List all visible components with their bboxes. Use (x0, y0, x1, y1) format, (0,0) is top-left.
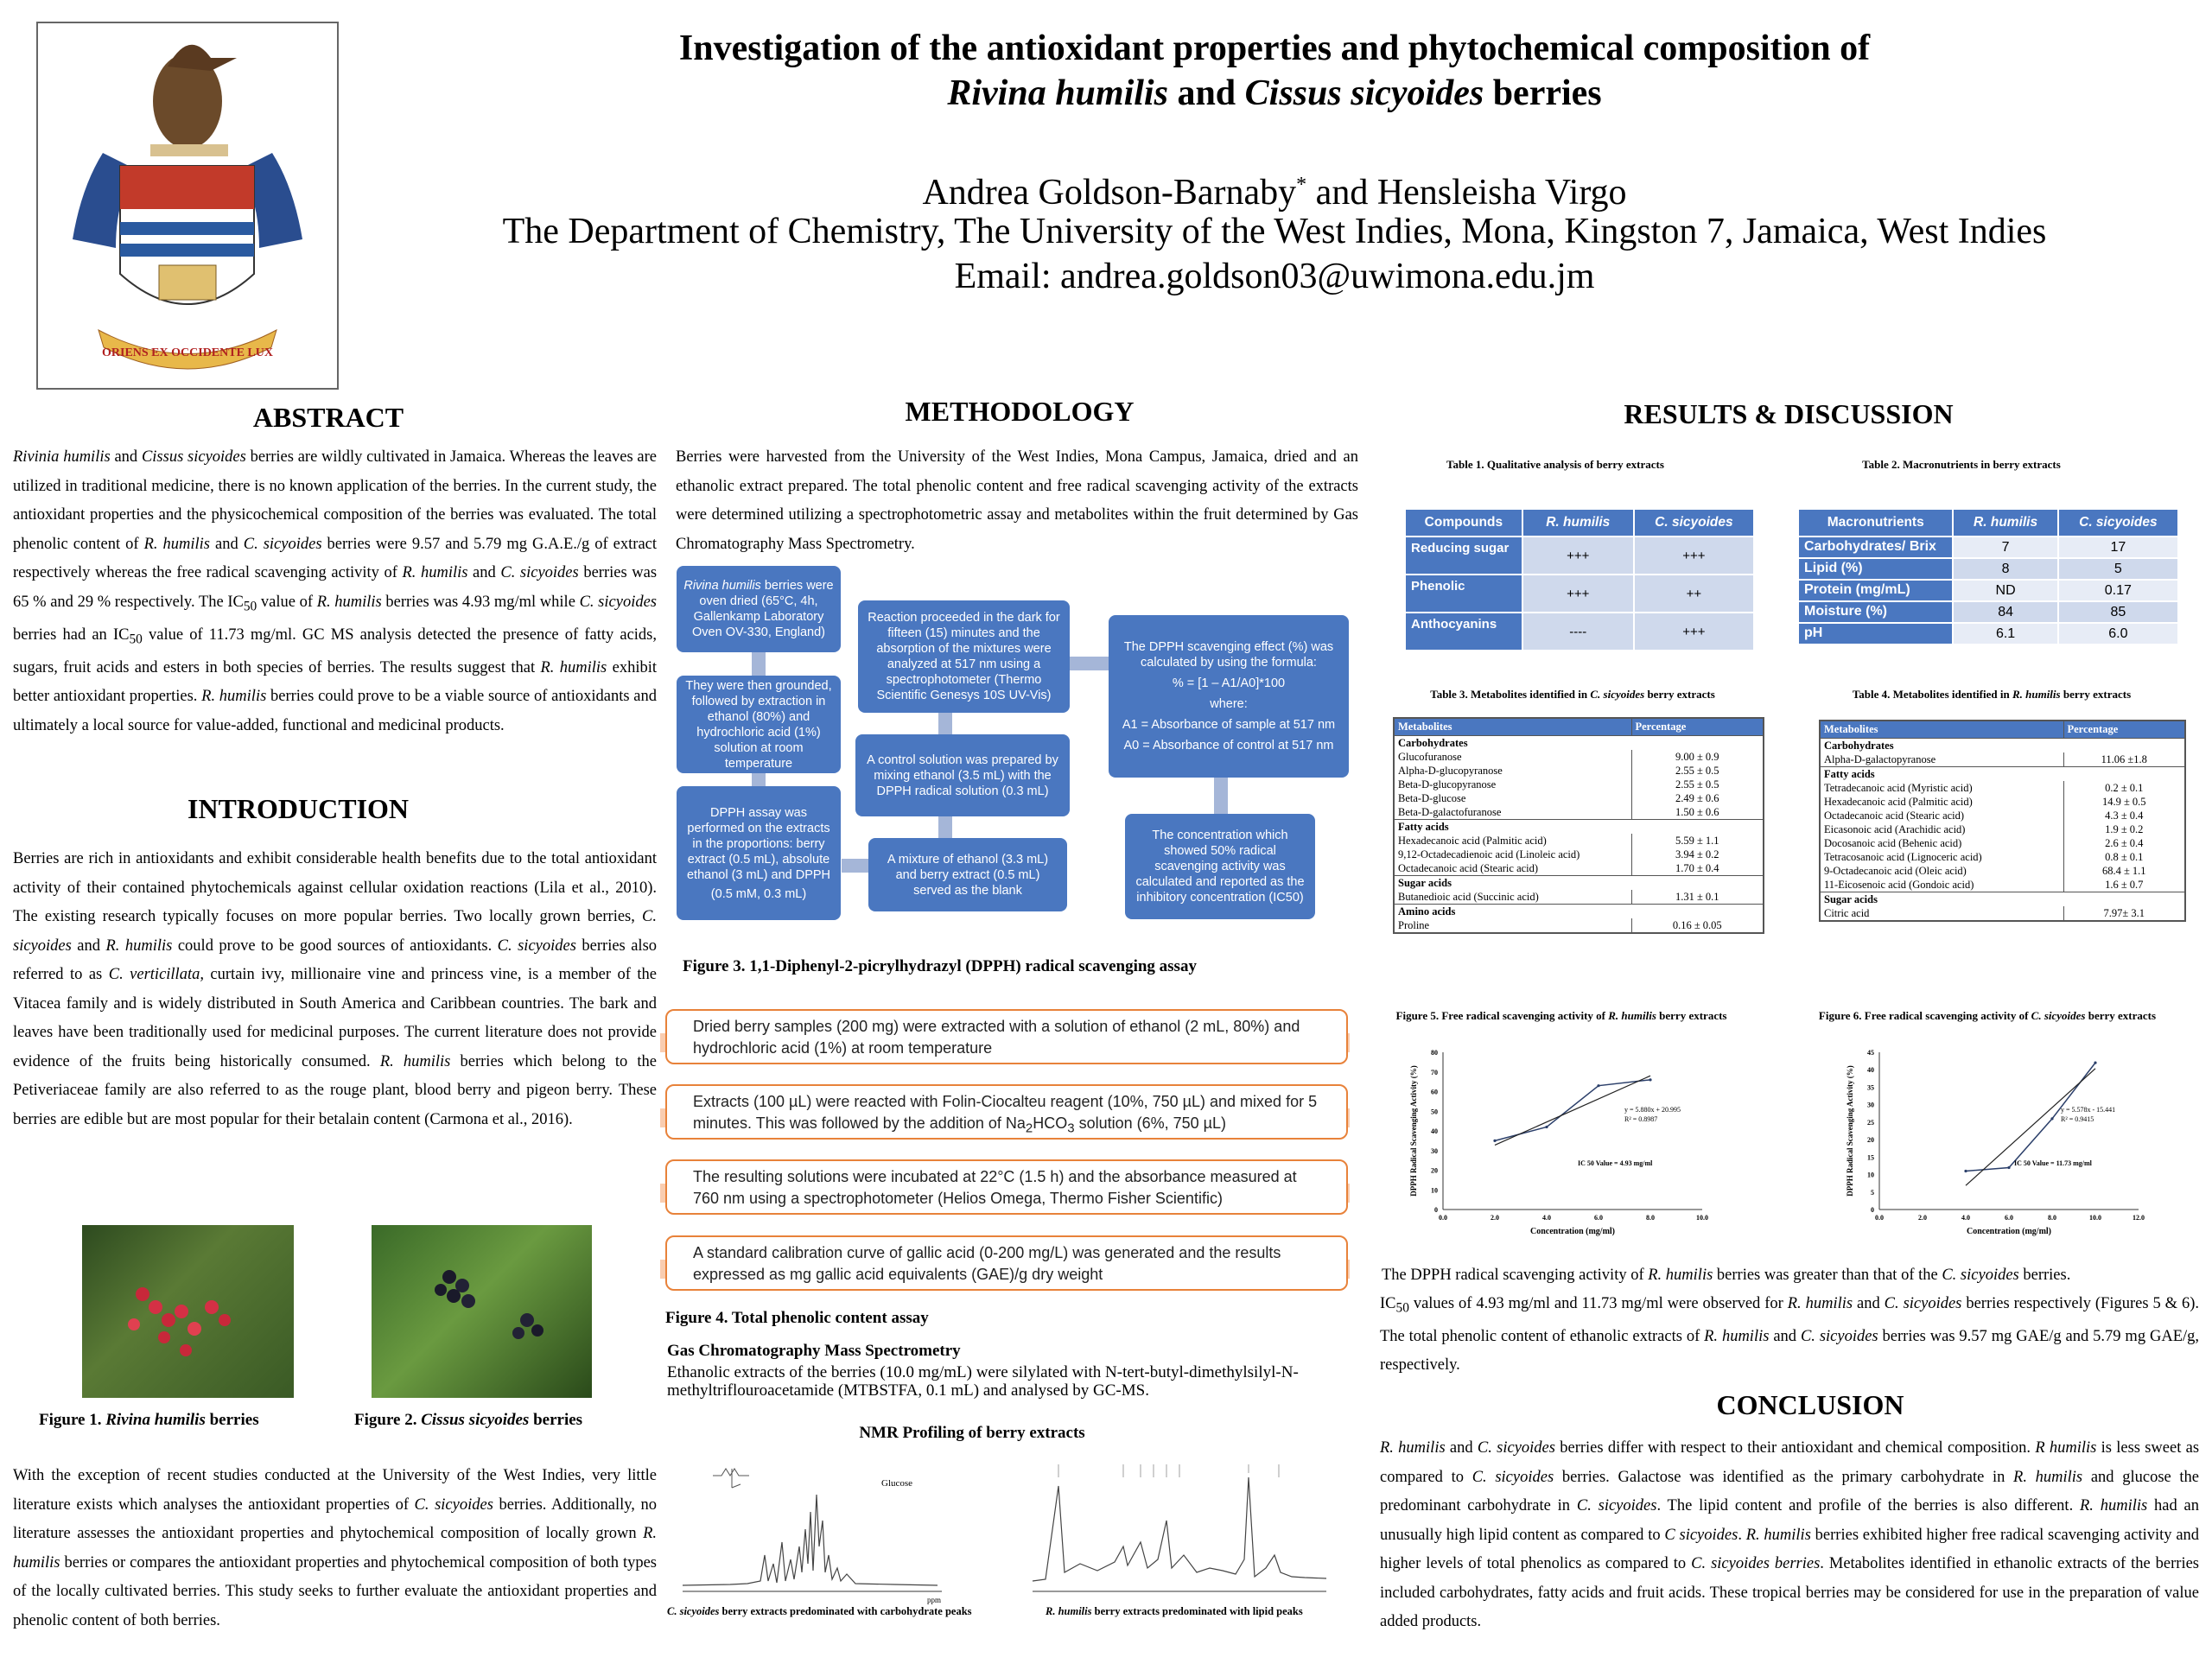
flow-step-control: A control solution was prepared by mixing ethanol (3.5 mL) with the DPPH radical solution (0.3 mL) (855, 734, 1070, 816)
nmr-spectrum-r-humilis (1028, 1460, 1335, 1611)
y-axis-label: DPPH Radical Scavenging Activity (%) (1409, 1065, 1418, 1197)
x-tick-label: 4.0 (1961, 1214, 1970, 1222)
table-row: Lipid (%) 8 5 (1798, 558, 2178, 580)
metabolite-name: Eicasonoic acid (Arachidic acid) (1820, 822, 2063, 836)
y-tick-label: 45 (1867, 1049, 1874, 1057)
y-tick-label: 50 (1431, 1108, 1438, 1116)
nmr-spectrum-c-sicyoides (678, 1460, 955, 1611)
metabolite-percentage: 5.59 ± 1.1 (1631, 834, 1764, 848)
y-tick-label: 20 (1431, 1166, 1438, 1175)
y-tick-label: 10 (1867, 1171, 1874, 1179)
table-row (1394, 750, 1764, 764)
metabolite-percentage: 2.55 ± 0.5 (1631, 764, 1764, 778)
svg-text:ppm: ppm (927, 1596, 942, 1604)
table-row (1820, 795, 2185, 809)
table-category: Sugar acids (1820, 892, 2185, 906)
data-point (2050, 1117, 2053, 1120)
metabolite-percentage: 1.50 ± 0.6 (1631, 805, 1764, 820)
metabolite-percentage: 1.9 ± 0.2 (2063, 822, 2185, 836)
data-point (1597, 1084, 1599, 1087)
table-row (1820, 836, 2185, 850)
svg-text:Glucose: Glucose (881, 1478, 913, 1489)
r-squared: R² = 0.8987 (1624, 1115, 1658, 1124)
metabolite-name: Beta-D-glucose (1394, 791, 1631, 805)
metabolite-name: Glucofuranose (1394, 750, 1631, 764)
metabolite-name: Alpha-D-glucopyranose (1394, 764, 1631, 778)
table-row (1820, 878, 2185, 892)
flow-step-ic50: The concentration which showed 50% radical scavenging activity was calculated and reported as the inhibitory concentration (IC50) (1125, 814, 1315, 919)
y-tick-label: 60 (1431, 1088, 1438, 1096)
gcms-text: Ethanolic extracts of the berries (10.0 mg/mL) were silylated with N-tert-butyl-dimethylsilyl-N-methyltriflouroacetamide (MTBSTFA, 0.1 mL) and analysed by GC-MS. (667, 1363, 1299, 1400)
methodology-text: Berries were harvested from the University of the West Indies, Mona Campus, Jamaica, dried and an ethanolic extract prepared. The total phenolic content and free radical scavenging activity of the extracts were determined utilizing a spectrophotometric assay and metabolites within the fruit determined by Gas Chromatography Mass Spectrometry. (676, 448, 1358, 553)
data-point (2094, 1062, 2096, 1064)
metabolite-name: Citric acid (1820, 906, 2063, 921)
table-category: Sugar acids (1394, 875, 1764, 890)
x-tick-label: 8.0 (2048, 1214, 2056, 1222)
y-tick-label: 30 (1431, 1146, 1438, 1155)
affiliation: The Department of Chemistry, The University of the West Indies, Mona, Kingston 7, Jamaica, West Indies (502, 212, 2047, 251)
table-row (1394, 848, 1764, 861)
table4-title: Table 4. Metabolites identified in R. humilis berry extracts (1852, 688, 2132, 701)
university-crest (36, 22, 339, 390)
table-row: Anthocyanins ---- +++ (1405, 613, 1754, 651)
x-tick-label: 6.0 (2005, 1214, 2013, 1222)
x-axis-label: Concentration (mg/ml) (1529, 1227, 1616, 1236)
metabolite-percentage: 2.55 ± 0.5 (1631, 778, 1764, 791)
metabolite-name: Octadecanoic acid (Stearic acid) (1394, 861, 1631, 876)
trend-equation: y = 5.578x - 15.441 (2061, 1106, 2116, 1114)
data-point (1545, 1126, 1548, 1128)
table-row (1394, 904, 1764, 918)
metabolite-percentage: 4.3 ± 0.4 (2063, 809, 2185, 822)
table-row (1394, 890, 1764, 905)
y-tick-label: 25 (1867, 1118, 1874, 1127)
nmr-caption-r-humilis: R. humilis berry extracts predominated with lipid peaks (1046, 1605, 1303, 1617)
metabolite-name: 9,12-Octadecadienoic acid (Linoleic acid) (1394, 848, 1631, 861)
x-tick-label: 2.0 (1918, 1214, 1927, 1222)
metabolite-percentage: 3.94 ± 0.2 (1631, 848, 1764, 861)
y-tick-label: 80 (1431, 1049, 1438, 1057)
y-tick-label: 0 (1871, 1206, 1874, 1214)
chart-r-humilis-scavenging (1404, 1045, 1724, 1244)
table-category: Carbohydrates (1394, 735, 1764, 750)
x-tick-label: 4.0 (1542, 1214, 1551, 1222)
table-row (1820, 850, 2185, 864)
table-row: Moisture (%) 84 85 (1798, 601, 2178, 623)
table2-macronutrients: Macronutrients R. humilis C. sicyoides Carbohydrates/ Brix 7 17 Lipid (%) 8 5 Protein (mg/mL) ND 0.17 Moisture (%) 84 85 pH 6.1 6.0 (1797, 508, 2179, 645)
y-tick-label: 35 (1867, 1083, 1874, 1092)
table-row (1820, 781, 2185, 795)
y-tick-label: 40 (1867, 1066, 1874, 1075)
metabolite-percentage: 14.9 ± 0.5 (2063, 795, 2185, 809)
authors: Andrea Goldson-Barnaby* and Hensleisha Virgo (922, 173, 1627, 213)
x-tick-label: 10.0 (1696, 1214, 1708, 1222)
abstract-text: Rivinia humilis and Cissus sicyoides berries are wildly cultivated in Jamaica. Whereas the leaves are utilized in traditional medicine, there is no known application of the berries. In the current study, the antioxidant properties and the physicochemical composition of the berries was evaluated. The total phenolic content of R. humilis and C. sicyoides berries were 9.57 and 5.79 mg G.A.E./g of extract respectively whereas the free radical scavenging activity of R. humilis and C. sicyoides berries was 65 % and 29 % respectively. The $IC_{50}$ value of R. humilis berries was 4.93 mg/ml while C. sicyoides berries had an $IC_{50}$ value of 11.73 mg/ml. GC MS analysis detected the presence of fatty acids, sugars, fruit acids and esters in both species of berries. The results suggest that R. humilis exhibit better antioxidant properties. R. humilis berries could prove to be a viable source of antioxidants and ultimately a local source for value-added, functional and medicinal products. (13, 448, 658, 734)
data-point (2007, 1166, 2010, 1169)
table-row: Reducing sugar +++ +++ (1405, 537, 1754, 575)
y-tick-label: 30 (1867, 1101, 1874, 1109)
table-row (1820, 738, 2185, 752)
chart-c-sicyoides-scavenging (1840, 1045, 2160, 1244)
phenolic-step-4: A standard calibration curve of gallic acid (0-200 mg/L) was generated and the results expressed as mg gallic acid equivalents (GAE)/g dry weight (665, 1235, 1348, 1291)
data-point (1964, 1170, 1967, 1172)
table-row: Carbohydrates/ Brix 7 17 (1798, 537, 2178, 558)
figure5-caption: Figure 5. Free radical scavenging activity of R. humilis berry extracts (1395, 1009, 1727, 1022)
metabolite-name: Proline (1394, 918, 1631, 933)
metabolite-name: Docosanoic acid (Behenic acid) (1820, 836, 2063, 850)
trend-equation: y = 5.880x + 20.995 (1624, 1106, 1681, 1114)
table-row (1394, 764, 1764, 778)
figure6-caption: Figure 6. Free radical scavenging activity of C. sicyoides berry extracts (1818, 1009, 2157, 1022)
metabolite-name: Tetracosanoic acid (Lignoceric acid) (1820, 850, 2063, 864)
poster-title-line1: Investigation of the antioxidant properties and phytochemical composition of (678, 29, 1871, 68)
abstract-heading: ABSTRACT (252, 402, 404, 433)
x-tick-label: 6.0 (1594, 1214, 1603, 1222)
conclusion-text: R. humilis and C. sicyoides berries differ with respect to their antioxidant and chemical composition. R humilis is less sweet as compared to C. sicyoides berries. Galactose was identified as the primary carbohydrate in R. humilis and glucose the predominant carbohydrate in C. sicyoides. The lipid content and profile of the berries is also different. R. humilis had an unusually high lipid content as compared to C sicyoides. R. humilis berries exhibited higher free radical scavenging activity and higher levels of total phenolics as compared to C. sicyoides berries. Metabolites identified in ethanolic extracts of the berries included carbohydrates, fatty acids and fruit acids. These tropical berries may be considered for use in the preparation of value added products. (1380, 1439, 2200, 1630)
y-tick-label: 15 (1867, 1153, 1874, 1162)
svg-text:ORIENS EX OCCIDENTE LUX: ORIENS EX OCCIDENTE LUX (102, 346, 273, 359)
table-row (1820, 822, 2185, 836)
x-axis-label: Concentration (mg/ml) (1966, 1227, 2052, 1236)
table-row (1820, 766, 2185, 781)
metabolite-name: Butanedioic acid (Succinic acid) (1394, 890, 1631, 905)
flow-step-oven-dry: Rivina humilis berries were oven dried (65°C, 4h, Gallenkamp Laboratory Oven OV-330, England) (677, 566, 841, 652)
table-category: Carbohydrates (1820, 738, 2185, 752)
x-tick-label: 8.0 (1646, 1214, 1655, 1222)
table-row: pH 6.1 6.0 (1798, 623, 2178, 645)
pelican-crest-icon (38, 23, 337, 388)
phenolic-step-3: The resulting solutions were incubated at 22°C (1.5 h) and the absorbance measured at 760 nm using a spectrophotometer (Helios Omega, Thermo Fisher Scientific) (665, 1159, 1348, 1215)
poster-title-line2: Rivina humilis and Cissus sicyoides berries (947, 73, 1602, 113)
gcms-heading: Gas Chromatography Mass Spectrometry (667, 1342, 961, 1360)
nmr-heading: NMR Profiling of berry extracts (859, 1424, 1085, 1442)
table-row (1394, 805, 1764, 820)
flow-step-blank: A mixture of ethanol (3.3 mL) and berry extract (0.5 mL) served as the blank (868, 838, 1067, 911)
ic50-label: IC 50 Value = 11.73 mg/ml (2014, 1159, 2092, 1168)
metabolite-percentage: 0.16 ± 0.05 (1631, 918, 1764, 933)
figure1-caption: Figure 1. Rivina humilis berries (39, 1411, 259, 1429)
y-tick-label: 70 (1431, 1068, 1438, 1076)
flow-step-grind-extract: They were then grounded, followed by extraction in ethanol (80%) and hydrochloric acid (1%) solution at room temperature (677, 676, 841, 773)
phenolic-step-2: Extracts (100 µL) were reacted with Folin-Ciocalteu reagent (10%, 750 µL) and mixed for 5 minutes. This was followed by the addition of $Na_2HCO_3$ solution (6%, 750 µL) (665, 1084, 1348, 1140)
metabolite-percentage: 0.2 ± 0.1 (2063, 781, 2185, 795)
metabolite-name: Octadecanoic acid (Stearic acid) (1820, 809, 2063, 822)
table-row (1820, 752, 2185, 767)
table2-title: Table 2. Macronutrients in berry extracts (1862, 458, 2061, 471)
x-tick-label: 2.0 (1491, 1214, 1499, 1222)
metabolite-percentage: 7.97± 3.1 (2063, 906, 2185, 921)
trendline (1966, 1069, 2095, 1185)
data-point (1493, 1140, 1496, 1142)
flow-step-reaction-dark: Reaction proceeded in the dark for fifteen (15) minutes and the absorption of the mixtures were analyzed at 517 nm using a spectrophotometer (Thermo Scientific Genesys 10S UV-Vis) (858, 600, 1070, 713)
y-tick-label: 0 (1434, 1206, 1438, 1214)
y-tick-label: 5 (1871, 1188, 1874, 1197)
metabolite-percentage: 1.6 ± 0.7 (2063, 878, 2185, 892)
y-tick-label: 40 (1431, 1127, 1438, 1135)
x-tick-label: 0.0 (1439, 1214, 1447, 1222)
table-row (1820, 906, 2185, 921)
y-tick-label: 20 (1867, 1136, 1874, 1145)
ic50-label: IC 50 Value = 4.93 mg/ml (1578, 1159, 1653, 1168)
results-discussion-text: The DPPH radical scavenging activity of R. humilis berries was greater than that of the C. sicyoides berries. $IC_{50}$ values of 4.93 mg/ml and 11.73 mg/ml were observed for R. humilis and C. sicyoides berries respectively (Figures 5 & 6). The total phenolic content of ethanolic extracts of R. humilis and C. sicyoides berries was 9.57 mg GAE/g and 5.79 mg GAE/g, respectively. (1380, 1267, 2200, 1374)
table-category: Fatty acids (1394, 819, 1764, 834)
nmr-caption-c-sicyoides: C. sicyoides berry extracts predominated with carbohydrate peaks (667, 1605, 972, 1617)
figure4-caption: Figure 4. Total phenolic content assay (665, 1309, 929, 1327)
metabolite-percentage: 2.6 ± 0.4 (2063, 836, 2185, 850)
table-row (1394, 875, 1764, 890)
table3-metabolites-c-sicyoides: Metabolites Percentage Carbohydrates Glucofuranose 9.00 ± 0.9 Alpha-D-glucopyranose 2.55 ± 0.5 Beta-D-glucopyranose 2.55 ± 0.5 Beta-D-glucose 2.49 ± 0.6 Beta-D-galactofuranose 1.50 ± 0.6 Fatty acids Hexadecanoic acid (Palmitic acid) 5.59 ± 1.1 9,12-Octadecadienoic acid (Linoleic acid) 3.94 ± 0.2 Octadecanoic acid (Stearic acid) 1.70 ± 0.4 Sugar acids Butanedioic acid (Succinic acid) 1.31 ± 0.1 Amino acids Proline 0.16 ± 0.05 (1393, 717, 1764, 934)
x-tick-label: 12.0 (2133, 1214, 2145, 1222)
flow-step-dpph-assay: DPPH assay was performed on the extracts in the proportions: berry extract (0.5 mL), absolute ethanol (3 mL) and DPPH (0.5 mM, 0.3 mL) (677, 786, 841, 920)
table1-title: Table 1. Qualitative analysis of berry extracts (1446, 458, 1664, 471)
metabolite-name: Beta-D-glucopyranose (1394, 778, 1631, 791)
table-row (1394, 735, 1764, 750)
table-row (1394, 791, 1764, 805)
metabolite-name: Alpha-D-galactopyranose (1820, 752, 2063, 767)
introduction-heading: INTRODUCTION (187, 793, 410, 824)
metabolite-percentage: 2.49 ± 0.6 (1631, 791, 1764, 805)
flow-step-formula: The DPPH scavenging effect (%) was calculated by using the formula: % = [1 – A1/A0]*100 where: A1 = Absorbance of sample at 517 nm A0 = Absorbance of control at 517 nm (1109, 615, 1349, 778)
table-row (1394, 819, 1764, 834)
email: Email: andrea.goldson03@uwimona.edu.jm (954, 257, 1595, 296)
x-tick-label: 0.0 (1875, 1214, 1884, 1222)
methodology-heading: METHODOLOGY (905, 396, 1135, 427)
table-row (1820, 809, 2185, 822)
results-heading: RESULTS & DISCUSSION (1624, 398, 1954, 429)
metabolite-name: Hexadecanoic acid (Palmitic acid) (1394, 834, 1631, 848)
metabolite-percentage: 1.70 ± 0.4 (1631, 861, 1764, 876)
table-row: Phenolic +++ ++ (1405, 575, 1754, 613)
table-row (1394, 834, 1764, 848)
conclusion-heading: CONCLUSION (1716, 1389, 1904, 1420)
table-row (1394, 861, 1764, 876)
introduction-text: Berries are rich in antioxidants and exhibit considerable health benefits due to the total antioxidant activity of their contained phytochemicals against cellular oxidation reactions (Lila et al., 2010). The existing research typically focuses on more popular berries. Two locally grown berries, C. sicyoides and R. humilis could prove to be good sources of antioxidants. C. sicyoides berries also referred to as C. verticillata, curtain ivy, millionaire vine and princess vine, is a member of the Vitacea family and is widely distributed in South America and Caribbean countries. The bark and leaves have been traditionally used for medicinal purposes. The current literature does not provide evidence of the fruits being historically consumed. R. humilis berries which belong to the Petiveriaceae family are also referred to as the rouge plant, blood berry and pigeon berry. These berries are edible but are most popular for their betalain content (Carmona et al., 2016). (13, 850, 658, 1128)
y-axis-label: DPPH Radical Scavenging Activity (%) (1846, 1065, 1854, 1197)
metabolite-name: 11-Eicosenoic acid (Gondoic acid) (1820, 878, 2063, 892)
metabolite-percentage: 1.31 ± 0.1 (1631, 890, 1764, 905)
table-row (1394, 778, 1764, 791)
figure2-caption: Figure 2. Cissus sicyoides berries (354, 1411, 583, 1429)
table-category: Fatty acids (1820, 766, 2185, 781)
phenolic-step-1: Dried berry samples (200 mg) were extracted with a solution of ethanol (2 mL, 80%) and hydrochloric acid (1%) at room temperature (665, 1009, 1348, 1064)
metabolite-name: Tetradecanoic acid (Myristic acid) (1820, 781, 2063, 795)
metabolite-name: 9-Octadecanoic acid (Oleic acid) (1820, 864, 2063, 878)
table-row (1820, 892, 2185, 906)
r-squared: R² = 0.9415 (2061, 1115, 2094, 1124)
table-row: Protein (mg/mL) ND 0.17 (1798, 580, 2178, 601)
table1-qualitative: Compounds R. humilis C. sicyoides Reducing sugar +++ +++ Phenolic +++ ++ Anthocyanins ---- +++ (1404, 508, 1755, 651)
metabolite-name: Beta-D-galactofuranose (1394, 805, 1631, 820)
figure3-caption: Figure 3. 1,1-Diphenyl-2-picrylhydrazyl (DPPH) radical scavenging assay (683, 957, 1197, 975)
metabolite-percentage: 0.8 ± 0.1 (2063, 850, 2185, 864)
table4-metabolites-r-humilis: Metabolites Percentage Carbohydrates Alpha-D-galactopyranose 11.06 ±1.8 Fatty acids Tetradecanoic acid (Myristic acid) 0.2 ± 0.1 Hexadecanoic acid (Palmitic acid) 14.9 ± 0.5 Octadecanoic acid (Stearic acid) 4.3 ± 0.4 Eicasonoic acid (Arachidic acid) 1.9 ± 0.2 Docosanoic acid (Behenic acid) 2.6 ± 0.4 Tetracosanoic acid (Lignoceric acid) 0.8 ± 0.1 9-Octadecanoic acid (Oleic acid) 68.4 ± 1.1 11-Eicosenoic acid (Gondoic acid) 1.6 ± 0.7 Sugar acids Citric acid 7.97± 3.1 (1819, 720, 2186, 922)
rivina-humilis-photo (82, 1225, 294, 1398)
metabolite-percentage: 9.00 ± 0.9 (1631, 750, 1764, 764)
cissus-sicyoides-photo (372, 1225, 592, 1398)
metabolite-name: Hexadecanoic acid (Palmitic acid) (1820, 795, 2063, 809)
x-tick-label: 10.0 (2089, 1214, 2101, 1222)
metabolite-percentage: 68.4 ± 1.1 (2063, 864, 2185, 878)
table3-title: Table 3. Metabolites identified in C. sicyoides berry extracts (1430, 688, 1715, 701)
table-row (1820, 864, 2185, 878)
metabolite-percentage: 11.06 ±1.8 (2063, 752, 2185, 767)
data-point (1649, 1078, 1651, 1081)
table-category: Amino acids (1394, 904, 1764, 918)
introduction-text-2: With the exception of recent studies conducted at the University of the West Indies, very little literature exists which analyses the antioxidant properties of C. sicyoides berries. Additionally, no literature assesses the antioxidant properties and phytochemical composition of locally grown R. humilis berries or compares the antioxidant properties and phytochemical composition of both types of the locally cultivated berries. This study seeks to further evaluate the antioxidant properties and phenolic content of both berries. (13, 1467, 657, 1629)
table-row (1394, 918, 1764, 933)
y-tick-label: 10 (1431, 1186, 1438, 1195)
